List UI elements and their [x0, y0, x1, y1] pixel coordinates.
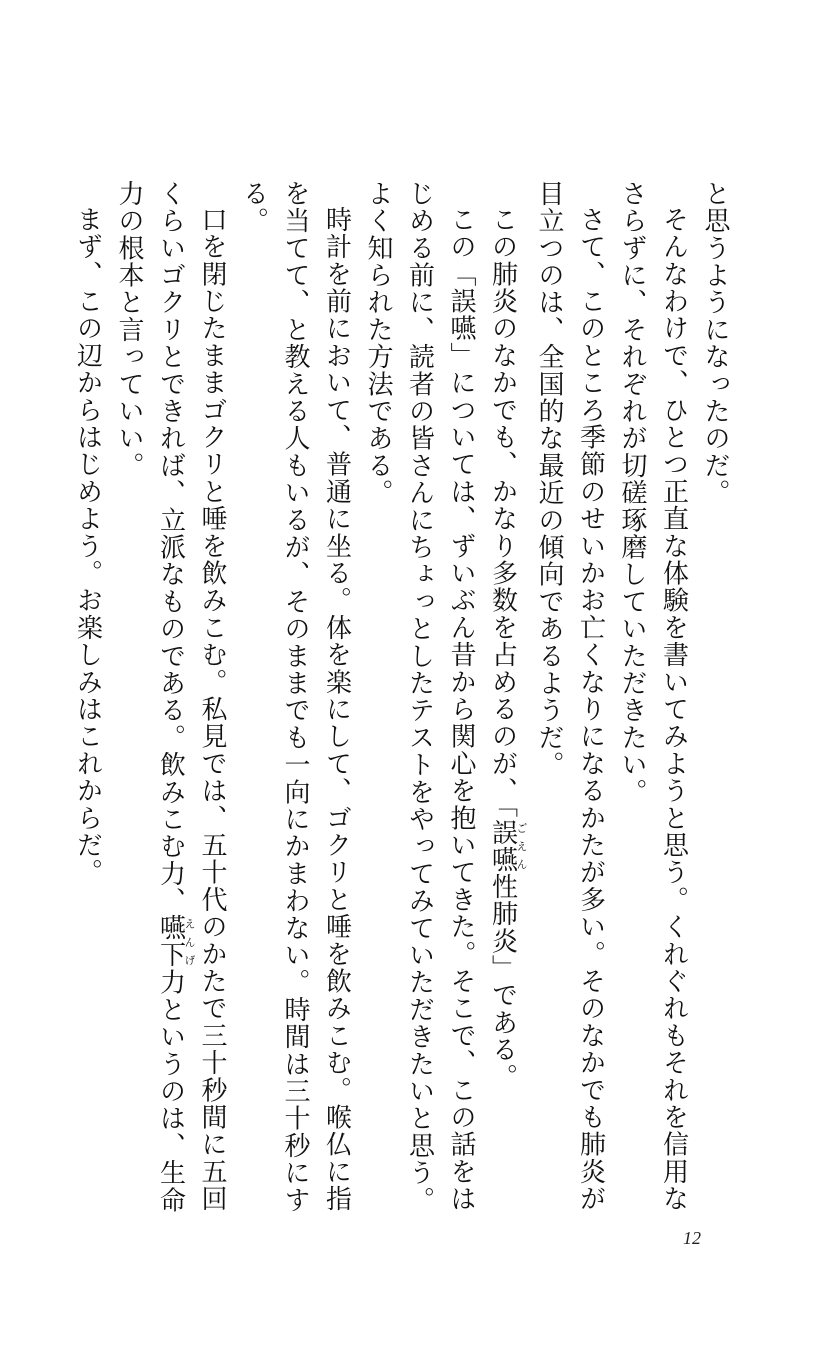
paragraph: この「誤嚥」については、ずいぶん昔から関心を抱いてきた。そこで、この話をはじめる前に、読者の皆さんにちょっとしたテストをやってみていただきたいと思う。よく知られた方法である。	[363, 180, 476, 1214]
paragraph-text: 性肺炎」である。	[487, 873, 518, 1091]
paragraph	[108, 180, 233, 1220]
paragraph: さて、このところ季節のせいかお亡くなりになるかたが多い。そのなかでも肺炎が目立つのは、全国的な最近の傾向であるようだ。	[534, 180, 606, 1213]
ruby-reading: ごえん	[515, 818, 528, 874]
paragraph: と思うようになったのだ。	[700, 180, 730, 507]
paragraph	[481, 180, 528, 1220]
paragraph-text: 口を閉じたままゴクリと唾を飲みこむ。私見では、五十代のかたで三十秒間に五回くらいゴクリとできれば、立派なものである。飲みこむ力、	[155, 180, 227, 1213]
page-number: 12	[683, 1228, 701, 1248]
ruby-annotation: 誤嚥ごえん	[487, 818, 528, 874]
vertical-text-body	[72, 180, 735, 1220]
paragraph: そんなわけで、ひとつ正直な体験を書いてみようと思う。くれぐれもそれを信用なさらずに、それぞれが切磋琢磨していただきたい。	[617, 180, 689, 1213]
ruby-reading: えんげ	[183, 914, 196, 969]
paragraph-text: この肺炎のなかでも、かなり多数を占めるのが、「	[487, 206, 518, 819]
ruby-annotation: 嚥下えんげ	[155, 914, 196, 969]
paragraph: まず、この辺からはじめよう。お楽しみはこれからだ。	[72, 206, 103, 886]
paragraph: 時計を前において、普通に坐る。体を楽にして、ゴクリと唾を飲みこむ。喉仏に指を当てて、と教える人もいるが、そのままでも一向にかまわない。時間は三十秒にする。	[238, 180, 352, 1214]
paragraph-text: 力というのは、生命力の根本と言っていい。	[114, 180, 186, 1214]
